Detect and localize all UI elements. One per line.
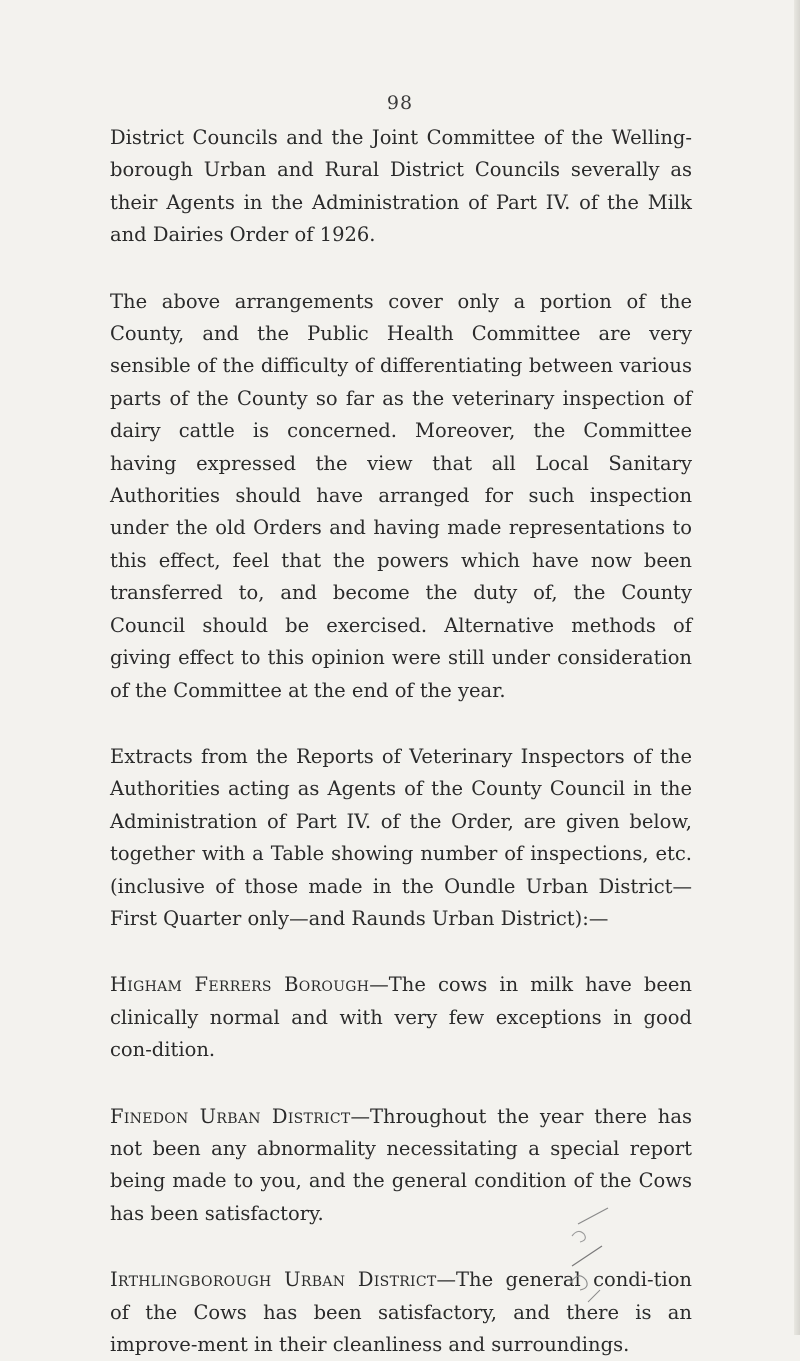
page-edge bbox=[794, 0, 800, 1335]
paragraph-agents: District Councils and the Joint Committee of the Welling-borough Urban and Rural District Councils severally as their Agents in the Administration of Part IV. of the Milk and Dairies Order of 1926. bbox=[110, 126, 692, 247]
report-text: —Throughout the year there has not been any abnormality necessitating a special report being made to you, and the general condition of the Cows has been satisfactory. bbox=[110, 1104, 692, 1225]
pencil-marks bbox=[560, 1206, 720, 1326]
report-higham-ferrers bbox=[110, 969, 692, 1066]
page-number: 98 bbox=[386, 92, 414, 114]
paragraph-extracts: Extracts from the Reports of Veterinary Inspectors of the Authorities acting as Agents of the County Council in the Administration of Part IV. of the Order, are given below, together with a Table showing number of inspections, etc. (inclusive of those made in the Oundle Urban District—First Quarter only—and Raunds Urban District):— bbox=[110, 744, 692, 930]
report-heading: Irthlingborough Urban District bbox=[110, 1268, 437, 1292]
report-text: —The general condi-tion of the Cows has been satisfactory, and there is an improve-ment in their cleanliness and surroundings. bbox=[110, 1268, 692, 1356]
report-heading: Higham Ferrers Borough bbox=[110, 973, 370, 997]
body-text bbox=[110, 122, 692, 1361]
paragraph-arrangements: The above arrangements cover only a portion of the County, and the Public Health Committee are very sensible of the difficulty of differentiating between various parts of the County so far as the veterinary inspection of dairy cattle is concerned. Moreover, the Committee having expressed the view that all Local Sanitary Authorities should have arranged for such inspection under the old Orders and having made representations to this effect, feel that the powers which have now been transferred to, and become the duty of, the County Council should be exercised. Alternative methods of giving effect to this opinion were still under consideration of the Committee at the end of the year. bbox=[110, 289, 692, 702]
report-heading: Finedon Urban District bbox=[110, 1104, 351, 1128]
report-text: —The cows in milk have been clinically normal and with very few exceptions in good con-dition. bbox=[110, 973, 692, 1062]
